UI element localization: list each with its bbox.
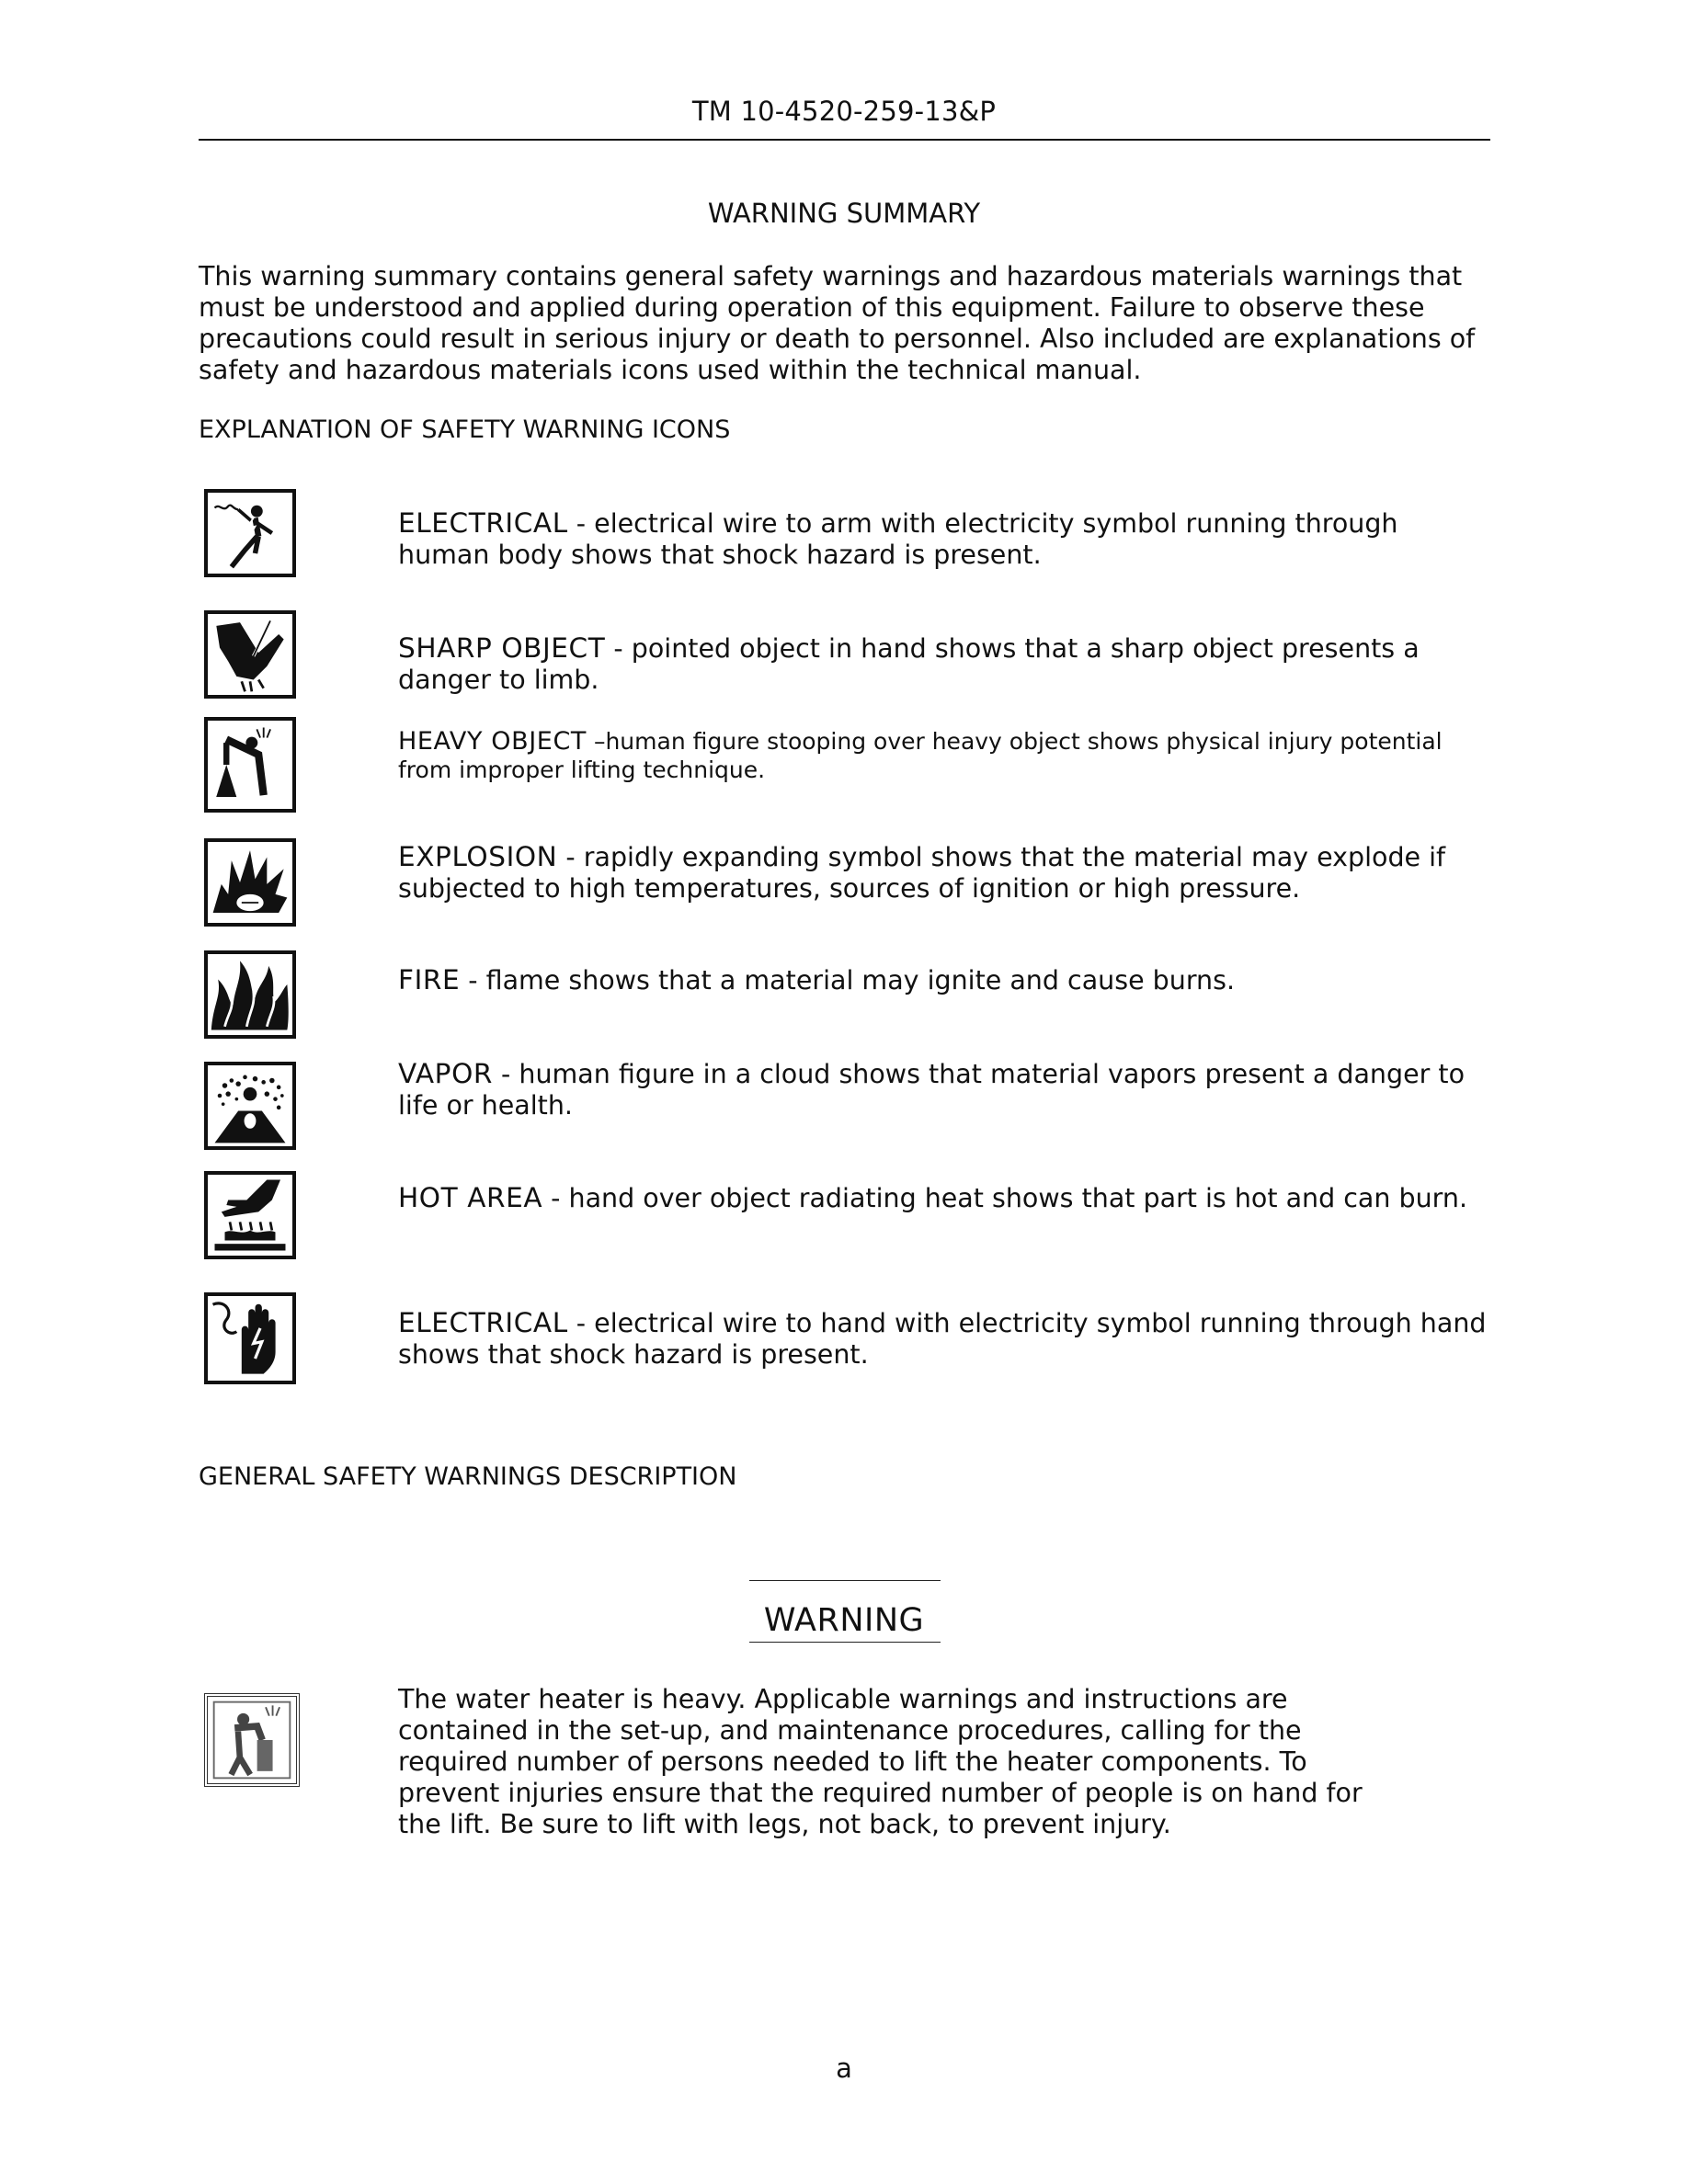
icon-separator: -	[567, 508, 595, 539]
icon-separator: -	[542, 1183, 569, 1213]
icon-description	[398, 1182, 1492, 1214]
icon-text: rapidly expanding symbol shows that the material may explode if subjected to high temperatures, sources of ignition or high pressure.	[398, 842, 1446, 904]
heavy-object-icon	[204, 717, 296, 813]
icon-term: ELECTRICAL	[398, 507, 568, 539]
icon-separator: –	[587, 728, 606, 755]
intro-paragraph: This warning summary contains general safety warnings and hazardous materials warnings that must be understood and applied during operation of this equipment. Failure to observe these precautions could result in serious injury or death to personnel. Also included are explanations of safety and hazardous materials icons used within the technical manual.	[199, 261, 1476, 385]
section-heading-general: GENERAL SAFETY WARNINGS DESCRIPTION	[199, 1462, 737, 1491]
icon-separator: -	[605, 633, 632, 664]
icon-separator: -	[567, 1308, 595, 1338]
icon-term: SHARP OBJECT	[398, 632, 606, 664]
icon-term: HEAVY OBJECT	[398, 727, 587, 756]
heavy-lift-icon	[204, 1693, 300, 1787]
icon-separator: -	[460, 965, 486, 995]
warning-bottom-rule	[749, 1642, 941, 1643]
icon-description	[398, 1307, 1492, 1371]
icon-description	[398, 507, 1492, 571]
icon-description	[398, 841, 1492, 904]
icon-text: flame shows that a material may ignite and cause burns.	[485, 965, 1236, 995]
icon-term: HOT AREA	[398, 1182, 543, 1213]
icon-term: VAPOR	[398, 1058, 493, 1089]
icon-description	[398, 727, 1492, 784]
warning-text: The water heater is heavy. Applicable warnings and instructions are contained in the set-up, and maintenance procedures, calling for the required number of persons needed to lift the heater components. To prevent injuries ensure that the required number of people is on hand for the lift. Be sure to lift with legs, not back, to prevent injury.	[398, 1684, 1363, 1839]
sharp-object-icon	[204, 610, 296, 699]
section-heading-icons: EXPLANATION OF SAFETY WARNING ICONS	[199, 415, 731, 444]
electrical-hand-icon	[204, 1292, 296, 1384]
icon-description	[398, 964, 1492, 996]
icon-description	[398, 632, 1492, 696]
icon-text: hand over object radiating heat shows that part is hot and can burn.	[568, 1183, 1468, 1213]
icon-separator: -	[492, 1059, 519, 1089]
icon-text: human figure in a cloud shows that material vapors present a danger to life or health.	[398, 1059, 1466, 1120]
icon-description	[398, 1058, 1492, 1121]
icon-term: FIRE	[398, 964, 461, 995]
vapor-icon	[204, 1062, 296, 1150]
icon-term: EXPLOSION	[398, 841, 558, 872]
warning-top-rule	[749, 1580, 941, 1581]
fire-icon	[204, 950, 296, 1039]
document-number: TM 10-4520-259-13&P	[691, 96, 997, 127]
icon-text: electrical wire to arm with electricity symbol running through human body shows that shock hazard is present.	[398, 508, 1398, 570]
explosion-icon	[204, 838, 296, 927]
page-title: WARNING SUMMARY	[707, 198, 981, 229]
icon-text: electrical wire to hand with electricity symbol running through hand shows that shock hazard is present.	[398, 1308, 1487, 1370]
page-number: a	[836, 2053, 852, 2084]
hot-area-icon	[204, 1171, 296, 1259]
icon-text: pointed object in hand shows that a sharp object presents a danger to limb.	[398, 633, 1420, 695]
header-rule	[199, 139, 1490, 141]
electrical-body-icon	[204, 489, 296, 577]
icon-text: human figure stooping over heavy object shows physical injury potential from improper lifting technique.	[398, 728, 1443, 783]
warning-label: WARNING	[763, 1602, 925, 1639]
icon-term: ELECTRICAL	[398, 1307, 568, 1338]
icon-separator: -	[557, 842, 584, 872]
